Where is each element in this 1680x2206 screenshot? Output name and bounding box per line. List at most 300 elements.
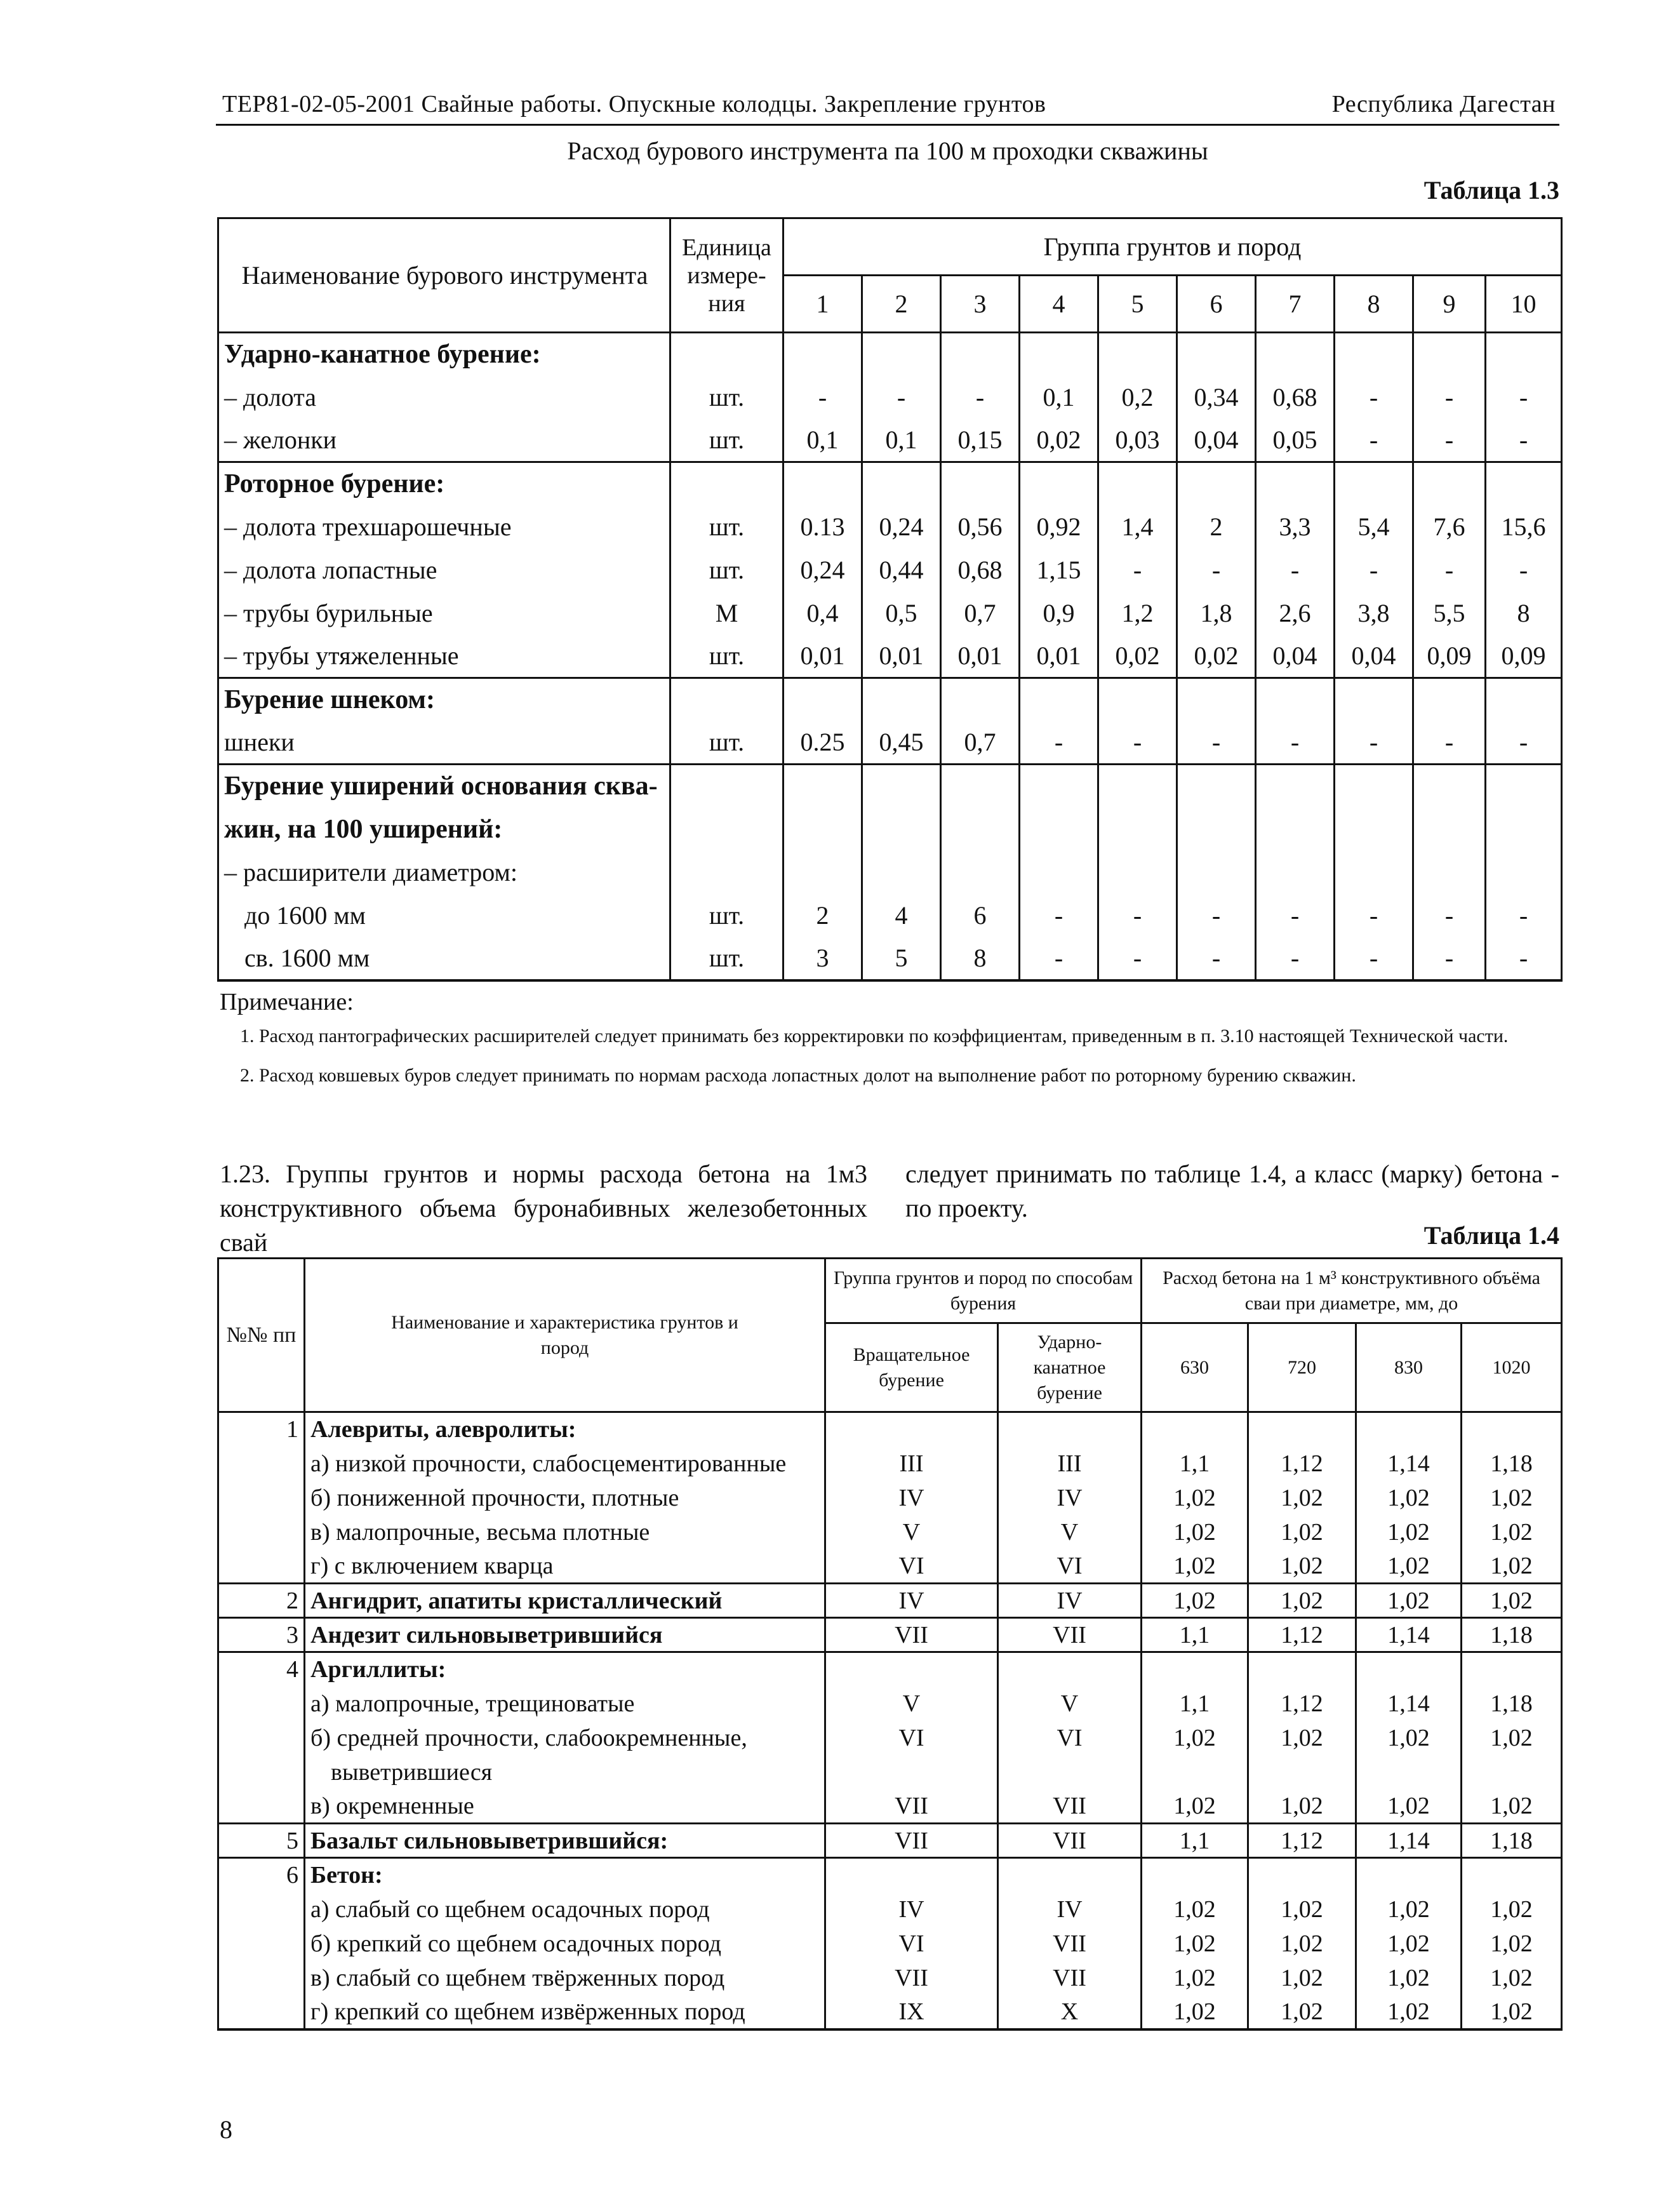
row-number bbox=[218, 1549, 305, 1584]
concrete-value: 1,1 bbox=[1142, 1447, 1248, 1481]
rotary-group: VI bbox=[825, 1721, 998, 1755]
concrete-value: 1,14 bbox=[1356, 1687, 1462, 1721]
unit-cell bbox=[670, 462, 783, 505]
tool-name: шнеки bbox=[218, 721, 670, 765]
value-cell: 0,01 bbox=[1020, 635, 1098, 678]
value-cell bbox=[1098, 462, 1177, 505]
concrete-value: 1,14 bbox=[1356, 1824, 1462, 1858]
concrete-value: 1,14 bbox=[1356, 1618, 1462, 1652]
rotary-group: IV bbox=[825, 1481, 998, 1515]
value-cell bbox=[1335, 808, 1413, 851]
value-cell: - bbox=[1335, 937, 1413, 980]
col-header-groups: Группа грунтов и пород bbox=[783, 218, 1562, 276]
unit-cell: шт. bbox=[670, 419, 783, 462]
value-cell: - bbox=[1486, 894, 1562, 937]
value-cell: - bbox=[1020, 937, 1098, 980]
concrete-value: 1,02 bbox=[1356, 1584, 1462, 1618]
group-number: 6 bbox=[1177, 276, 1256, 333]
group-number: 7 bbox=[1256, 276, 1335, 333]
row-number bbox=[218, 1515, 305, 1549]
concrete-value: 1,02 bbox=[1142, 1789, 1248, 1824]
soil-name: в) слабый со щебнем твёрженных пород bbox=[305, 1961, 825, 1995]
concrete-value: 1,02 bbox=[1248, 1584, 1356, 1618]
section-title: Бурение уширений основания сква- bbox=[218, 765, 670, 808]
concrete-value bbox=[1462, 1412, 1562, 1447]
value-cell: 3,3 bbox=[1256, 505, 1335, 549]
table-row bbox=[218, 1892, 1562, 1927]
tool-name: – долота лопастные bbox=[218, 549, 670, 592]
soil-name: г) с включением кварца bbox=[305, 1549, 825, 1584]
table-row bbox=[218, 1927, 1562, 1961]
note-item: 2. Расход ковшевых буров следует принимать по нормам расхода лопастных долот на выполнение работ по роторному бурению скважин. bbox=[240, 1065, 1356, 1086]
value-cell: 0,02 bbox=[1098, 635, 1177, 678]
value-cell bbox=[862, 333, 941, 376]
value-cell: - bbox=[1177, 549, 1256, 592]
table-row bbox=[218, 549, 1562, 592]
value-cell: 0,24 bbox=[862, 505, 941, 549]
table-row bbox=[218, 1481, 1562, 1515]
value-cell bbox=[1486, 462, 1562, 505]
group-number: 9 bbox=[1413, 276, 1486, 333]
value-cell bbox=[1335, 851, 1413, 894]
value-cell bbox=[1020, 333, 1098, 376]
value-cell: - bbox=[1098, 721, 1177, 765]
value-cell: - bbox=[941, 376, 1020, 419]
soil-name: Ангидрит, апатиты кристаллический bbox=[305, 1584, 825, 1618]
tool-name: – долота трехшарошечные bbox=[218, 505, 670, 549]
paragraph-1-23-right: следует принимать по таблице 1.4, а класс (марку) бетона - по проекту. bbox=[905, 1160, 1559, 1222]
table-1-3 bbox=[217, 217, 1563, 982]
value-cell bbox=[1486, 851, 1562, 894]
value-cell: 15,6 bbox=[1486, 505, 1562, 549]
value-cell bbox=[1020, 678, 1098, 721]
value-cell: 0,02 bbox=[1177, 635, 1256, 678]
row-number bbox=[218, 1961, 305, 1995]
concrete-value: 1,1 bbox=[1142, 1824, 1248, 1858]
impact-group bbox=[998, 1412, 1142, 1447]
value-cell: - bbox=[1256, 937, 1335, 980]
value-cell bbox=[1177, 765, 1256, 808]
value-cell bbox=[1335, 678, 1413, 721]
concrete-value bbox=[1142, 1858, 1248, 1892]
concrete-value bbox=[1248, 1755, 1356, 1789]
value-cell: - bbox=[1177, 894, 1256, 937]
value-cell bbox=[941, 765, 1020, 808]
value-cell bbox=[1413, 678, 1486, 721]
rotary-group: VI bbox=[825, 1927, 998, 1961]
table-row bbox=[218, 505, 1562, 549]
tool-name: – трубы утяжеленные bbox=[218, 635, 670, 678]
concrete-value: 1,12 bbox=[1248, 1687, 1356, 1721]
value-cell: - bbox=[1177, 721, 1256, 765]
concrete-value: 1,02 bbox=[1356, 1995, 1462, 2029]
value-cell bbox=[1413, 333, 1486, 376]
value-cell bbox=[1098, 333, 1177, 376]
unit-cell bbox=[670, 678, 783, 721]
col-header-name: Наименование и характеристика грунтов и пород bbox=[305, 1259, 825, 1412]
value-cell: - bbox=[1256, 549, 1335, 592]
value-cell bbox=[783, 851, 862, 894]
row-number bbox=[218, 1892, 305, 1927]
value-cell: 0,04 bbox=[1256, 635, 1335, 678]
concrete-value: 1,02 bbox=[1462, 1961, 1562, 1995]
impact-group: IV bbox=[998, 1584, 1142, 1618]
soil-name: б) крепкий со щебнем осадочных пород bbox=[305, 1927, 825, 1961]
impact-group bbox=[998, 1755, 1142, 1789]
value-cell bbox=[1413, 851, 1486, 894]
table-row bbox=[218, 1721, 1562, 1755]
concrete-value bbox=[1462, 1755, 1562, 1789]
rotary-group: VII bbox=[825, 1789, 998, 1824]
value-cell: 3 bbox=[783, 937, 862, 980]
table13-caption: Расход бурового инструмента па 100 м проходки скважины bbox=[567, 137, 1208, 165]
value-cell: - bbox=[1413, 376, 1486, 419]
impact-group: X bbox=[998, 1995, 1142, 2029]
value-cell: - bbox=[1256, 894, 1335, 937]
row-number: 1 bbox=[218, 1412, 305, 1447]
table14-label: Таблица 1.4 bbox=[1423, 1221, 1559, 1250]
value-cell bbox=[1177, 808, 1256, 851]
table-row bbox=[218, 1755, 1562, 1789]
value-cell bbox=[1098, 765, 1177, 808]
value-cell bbox=[1020, 808, 1098, 851]
rotary-group bbox=[825, 1858, 998, 1892]
col-header-diameter: 830 bbox=[1356, 1323, 1462, 1412]
value-cell: - bbox=[1335, 894, 1413, 937]
value-cell: 0,01 bbox=[862, 635, 941, 678]
rotary-group: IX bbox=[825, 1995, 998, 2029]
section-title: Бурение шнеком: bbox=[218, 678, 670, 721]
table-row bbox=[218, 462, 1562, 505]
row-number: 3 bbox=[218, 1618, 305, 1652]
concrete-value: 1,02 bbox=[1462, 1789, 1562, 1824]
header-rule bbox=[216, 124, 1559, 126]
value-cell: - bbox=[1413, 549, 1486, 592]
concrete-value: 1,02 bbox=[1142, 1549, 1248, 1584]
impact-group: VII bbox=[998, 1789, 1142, 1824]
value-cell bbox=[783, 808, 862, 851]
rotary-group bbox=[825, 1755, 998, 1789]
value-cell bbox=[1335, 333, 1413, 376]
value-cell bbox=[941, 333, 1020, 376]
concrete-value: 1,02 bbox=[1142, 1515, 1248, 1549]
concrete-value: 1,02 bbox=[1142, 1961, 1248, 1995]
concrete-value: 1,02 bbox=[1142, 1892, 1248, 1927]
header-region: Республика Дагестан bbox=[1331, 91, 1556, 117]
value-cell bbox=[1020, 851, 1098, 894]
value-cell bbox=[941, 808, 1020, 851]
value-cell: 0,05 bbox=[1256, 419, 1335, 462]
value-cell: 1,4 bbox=[1098, 505, 1177, 549]
concrete-value: 1,02 bbox=[1248, 1927, 1356, 1961]
value-cell bbox=[1177, 678, 1256, 721]
concrete-value: 1,18 bbox=[1462, 1687, 1562, 1721]
table-row bbox=[218, 1824, 1562, 1858]
rotary-group: VII bbox=[825, 1961, 998, 1995]
concrete-value bbox=[1142, 1652, 1248, 1687]
table-row bbox=[218, 1961, 1562, 1995]
value-cell: 0,92 bbox=[1020, 505, 1098, 549]
tool-name: – желонки bbox=[218, 419, 670, 462]
concrete-value: 1,02 bbox=[1142, 1927, 1248, 1961]
table-1-4 bbox=[217, 1257, 1563, 2031]
value-cell bbox=[1098, 808, 1177, 851]
tool-name: – трубы бурильные bbox=[218, 592, 670, 635]
concrete-value bbox=[1356, 1858, 1462, 1892]
value-cell: - bbox=[1335, 376, 1413, 419]
table-row bbox=[218, 1652, 1562, 1687]
value-cell bbox=[1413, 765, 1486, 808]
value-cell: 0,68 bbox=[1256, 376, 1335, 419]
table-row bbox=[218, 1858, 1562, 1892]
value-cell: 0,1 bbox=[862, 419, 941, 462]
concrete-value: 1,02 bbox=[1356, 1927, 1462, 1961]
rotary-group: IV bbox=[825, 1584, 998, 1618]
impact-group: V bbox=[998, 1687, 1142, 1721]
concrete-value: 1,02 bbox=[1142, 1721, 1248, 1755]
table-row bbox=[218, 1447, 1562, 1481]
concrete-value: 1,02 bbox=[1462, 1584, 1562, 1618]
concrete-value bbox=[1142, 1412, 1248, 1447]
value-cell: 0,03 bbox=[1098, 419, 1177, 462]
concrete-value: 1,02 bbox=[1248, 1995, 1356, 2029]
page-header bbox=[216, 75, 1559, 126]
value-cell bbox=[1413, 462, 1486, 505]
col-header-concrete: Расход бетона на 1 м³ конструктивного объёма сваи при диаметре, мм, до bbox=[1142, 1259, 1562, 1323]
value-cell: - bbox=[1020, 721, 1098, 765]
row-number bbox=[218, 1447, 305, 1481]
value-cell bbox=[1177, 851, 1256, 894]
soil-name: Бетон: bbox=[305, 1858, 825, 1892]
concrete-value: 1,1 bbox=[1142, 1618, 1248, 1652]
table-row bbox=[218, 1618, 1562, 1652]
tool-name: – расширители диаметром: bbox=[218, 851, 670, 894]
table-row bbox=[218, 635, 1562, 678]
concrete-value: 1,02 bbox=[1462, 1927, 1562, 1961]
value-cell: 0,5 bbox=[862, 592, 941, 635]
header-title: ТЕР81-02-05-2001 Свайные работы. Опускные колодцы. Закрепление грунтов bbox=[222, 91, 1046, 117]
row-number bbox=[218, 1927, 305, 1961]
row-number: 4 bbox=[218, 1652, 305, 1687]
rotary-group: VII bbox=[825, 1824, 998, 1858]
table-row bbox=[218, 592, 1562, 635]
value-cell bbox=[862, 678, 941, 721]
row-number bbox=[218, 1721, 305, 1755]
row-number bbox=[218, 1687, 305, 1721]
value-cell bbox=[941, 851, 1020, 894]
soil-name: а) слабый со щебнем осадочных пород bbox=[305, 1892, 825, 1927]
value-cell: - bbox=[1413, 894, 1486, 937]
value-cell bbox=[1256, 462, 1335, 505]
value-cell: 0,24 bbox=[783, 549, 862, 592]
value-cell: 0,01 bbox=[783, 635, 862, 678]
table-row bbox=[218, 851, 1562, 894]
table13-header-row bbox=[218, 218, 1562, 276]
soil-name: в) малопрочные, весьма плотные bbox=[305, 1515, 825, 1549]
value-cell bbox=[941, 462, 1020, 505]
value-cell: - bbox=[783, 376, 862, 419]
tool-name: св. 1600 мм bbox=[218, 937, 670, 980]
concrete-value bbox=[1248, 1652, 1356, 1687]
value-cell: 8 bbox=[1486, 592, 1562, 635]
value-cell: 5,4 bbox=[1335, 505, 1413, 549]
value-cell: 5,5 bbox=[1413, 592, 1486, 635]
table-row bbox=[218, 1687, 1562, 1721]
soil-name: Базальт сильновыветрившийся: bbox=[305, 1824, 825, 1858]
value-cell bbox=[783, 678, 862, 721]
table-row bbox=[218, 937, 1562, 980]
value-cell: 1,15 bbox=[1020, 549, 1098, 592]
concrete-value bbox=[1462, 1652, 1562, 1687]
soil-name: Андезит сильновыветрившийся bbox=[305, 1618, 825, 1652]
value-cell: 0,09 bbox=[1486, 635, 1562, 678]
value-cell bbox=[783, 333, 862, 376]
group-number: 3 bbox=[941, 276, 1020, 333]
value-cell bbox=[862, 851, 941, 894]
impact-group bbox=[998, 1652, 1142, 1687]
concrete-value: 1,02 bbox=[1248, 1961, 1356, 1995]
concrete-value: 1,18 bbox=[1462, 1447, 1562, 1481]
group-number: 5 bbox=[1098, 276, 1177, 333]
group-number: 1 bbox=[783, 276, 862, 333]
tool-name: до 1600 мм bbox=[218, 894, 670, 937]
col-header-diameter: 1020 bbox=[1462, 1323, 1562, 1412]
soil-name: б) пониженной прочности, плотные bbox=[305, 1481, 825, 1515]
unit-cell: шт. bbox=[670, 549, 783, 592]
impact-group: VII bbox=[998, 1618, 1142, 1652]
value-cell: 0,7 bbox=[941, 592, 1020, 635]
value-cell: 0,04 bbox=[1177, 419, 1256, 462]
value-cell: - bbox=[1335, 419, 1413, 462]
concrete-value: 1,02 bbox=[1356, 1721, 1462, 1755]
group-number: 8 bbox=[1335, 276, 1413, 333]
value-cell: 7,6 bbox=[1413, 505, 1486, 549]
value-cell: 0,4 bbox=[783, 592, 862, 635]
impact-group: VI bbox=[998, 1721, 1142, 1755]
value-cell bbox=[862, 462, 941, 505]
unit-cell: шт. bbox=[670, 505, 783, 549]
section-title: Ударно-канатное бурение: bbox=[218, 333, 670, 376]
value-cell: - bbox=[1098, 937, 1177, 980]
table-row bbox=[218, 765, 1562, 808]
soil-name: а) малопрочные, трещиноватые bbox=[305, 1687, 825, 1721]
rotary-group: VI bbox=[825, 1549, 998, 1584]
col-header-rotary: Вращательное бурение bbox=[825, 1323, 998, 1412]
concrete-value: 1,02 bbox=[1462, 1892, 1562, 1927]
value-cell: 0,7 bbox=[941, 721, 1020, 765]
value-cell bbox=[1098, 851, 1177, 894]
concrete-value: 1,18 bbox=[1462, 1618, 1562, 1652]
value-cell bbox=[1020, 462, 1098, 505]
row-number: 2 bbox=[218, 1584, 305, 1618]
impact-group: VII bbox=[998, 1961, 1142, 1995]
soil-name: б) средней прочности, слабоокремненные, bbox=[305, 1721, 825, 1755]
value-cell: 8 bbox=[941, 937, 1020, 980]
concrete-value bbox=[1248, 1858, 1356, 1892]
value-cell bbox=[1177, 333, 1256, 376]
value-cell: - bbox=[1413, 419, 1486, 462]
value-cell bbox=[1256, 678, 1335, 721]
value-cell: 0,68 bbox=[941, 549, 1020, 592]
value-cell: 0,02 bbox=[1020, 419, 1098, 462]
value-cell: - bbox=[1335, 549, 1413, 592]
value-cell bbox=[941, 678, 1020, 721]
col-header-name: Наименование бурового инструмента bbox=[218, 218, 670, 333]
table-row bbox=[218, 419, 1562, 462]
col-header-impact: Ударно-канатное бурение bbox=[998, 1323, 1142, 1412]
unit-cell bbox=[670, 765, 783, 808]
unit-cell: шт. bbox=[670, 376, 783, 419]
concrete-value bbox=[1248, 1412, 1356, 1447]
group-number: 10 bbox=[1486, 276, 1562, 333]
value-cell: 1,8 bbox=[1177, 592, 1256, 635]
soil-name: выветрившиеся bbox=[305, 1755, 825, 1789]
table13-label: Таблица 1.3 bbox=[1423, 176, 1559, 204]
concrete-value bbox=[1142, 1755, 1248, 1789]
concrete-value: 1,02 bbox=[1248, 1789, 1356, 1824]
soil-name: г) крепкий со щебнем извёрженных пород bbox=[305, 1995, 825, 2029]
value-cell: 0,04 bbox=[1335, 635, 1413, 678]
value-cell bbox=[1486, 678, 1562, 721]
col-header-unit: Единица измере-ния bbox=[670, 218, 783, 333]
table-row bbox=[218, 1789, 1562, 1824]
table-row bbox=[218, 1549, 1562, 1584]
row-number bbox=[218, 1481, 305, 1515]
impact-group bbox=[998, 1858, 1142, 1892]
soil-name: Аргиллиты: bbox=[305, 1652, 825, 1687]
concrete-value bbox=[1356, 1755, 1462, 1789]
unit-cell: шт. bbox=[670, 721, 783, 765]
rotary-group: V bbox=[825, 1687, 998, 1721]
concrete-value: 1,02 bbox=[1462, 1721, 1562, 1755]
concrete-value: 1,02 bbox=[1462, 1481, 1562, 1515]
table-row bbox=[218, 1995, 1562, 2029]
value-cell bbox=[1020, 765, 1098, 808]
concrete-value bbox=[1356, 1652, 1462, 1687]
unit-cell bbox=[670, 851, 783, 894]
value-cell bbox=[1335, 765, 1413, 808]
value-cell: - bbox=[1413, 721, 1486, 765]
value-cell: - bbox=[1486, 549, 1562, 592]
value-cell bbox=[1335, 462, 1413, 505]
value-cell: - bbox=[1256, 721, 1335, 765]
value-cell: 3,8 bbox=[1335, 592, 1413, 635]
tool-name: – долота bbox=[218, 376, 670, 419]
paragraph-1-23-left: 1.23. Группы грунтов и нормы расхода бетона на 1м3 конструктивного объема буронабивных железобетонных свай bbox=[220, 1160, 867, 1257]
value-cell: 0,09 bbox=[1413, 635, 1486, 678]
concrete-value: 1,02 bbox=[1462, 1549, 1562, 1584]
value-cell bbox=[1177, 462, 1256, 505]
table-row bbox=[218, 1584, 1562, 1618]
concrete-value: 1,12 bbox=[1248, 1824, 1356, 1858]
impact-group: III bbox=[998, 1447, 1142, 1481]
table-row bbox=[218, 894, 1562, 937]
value-cell: 0.25 bbox=[783, 721, 862, 765]
row-number bbox=[218, 1789, 305, 1824]
impact-group: IV bbox=[998, 1892, 1142, 1927]
row-number: 6 bbox=[218, 1858, 305, 1892]
concrete-value: 1,02 bbox=[1248, 1892, 1356, 1927]
value-cell bbox=[1486, 333, 1562, 376]
rotary-group: III bbox=[825, 1447, 998, 1481]
soil-name: а) низкой прочности, слабосцементированные bbox=[305, 1447, 825, 1481]
rotary-group bbox=[825, 1412, 998, 1447]
value-cell bbox=[1486, 808, 1562, 851]
value-cell: 0,34 bbox=[1177, 376, 1256, 419]
row-number bbox=[218, 1995, 305, 2029]
value-cell: - bbox=[1020, 894, 1098, 937]
unit-cell: шт. bbox=[670, 635, 783, 678]
